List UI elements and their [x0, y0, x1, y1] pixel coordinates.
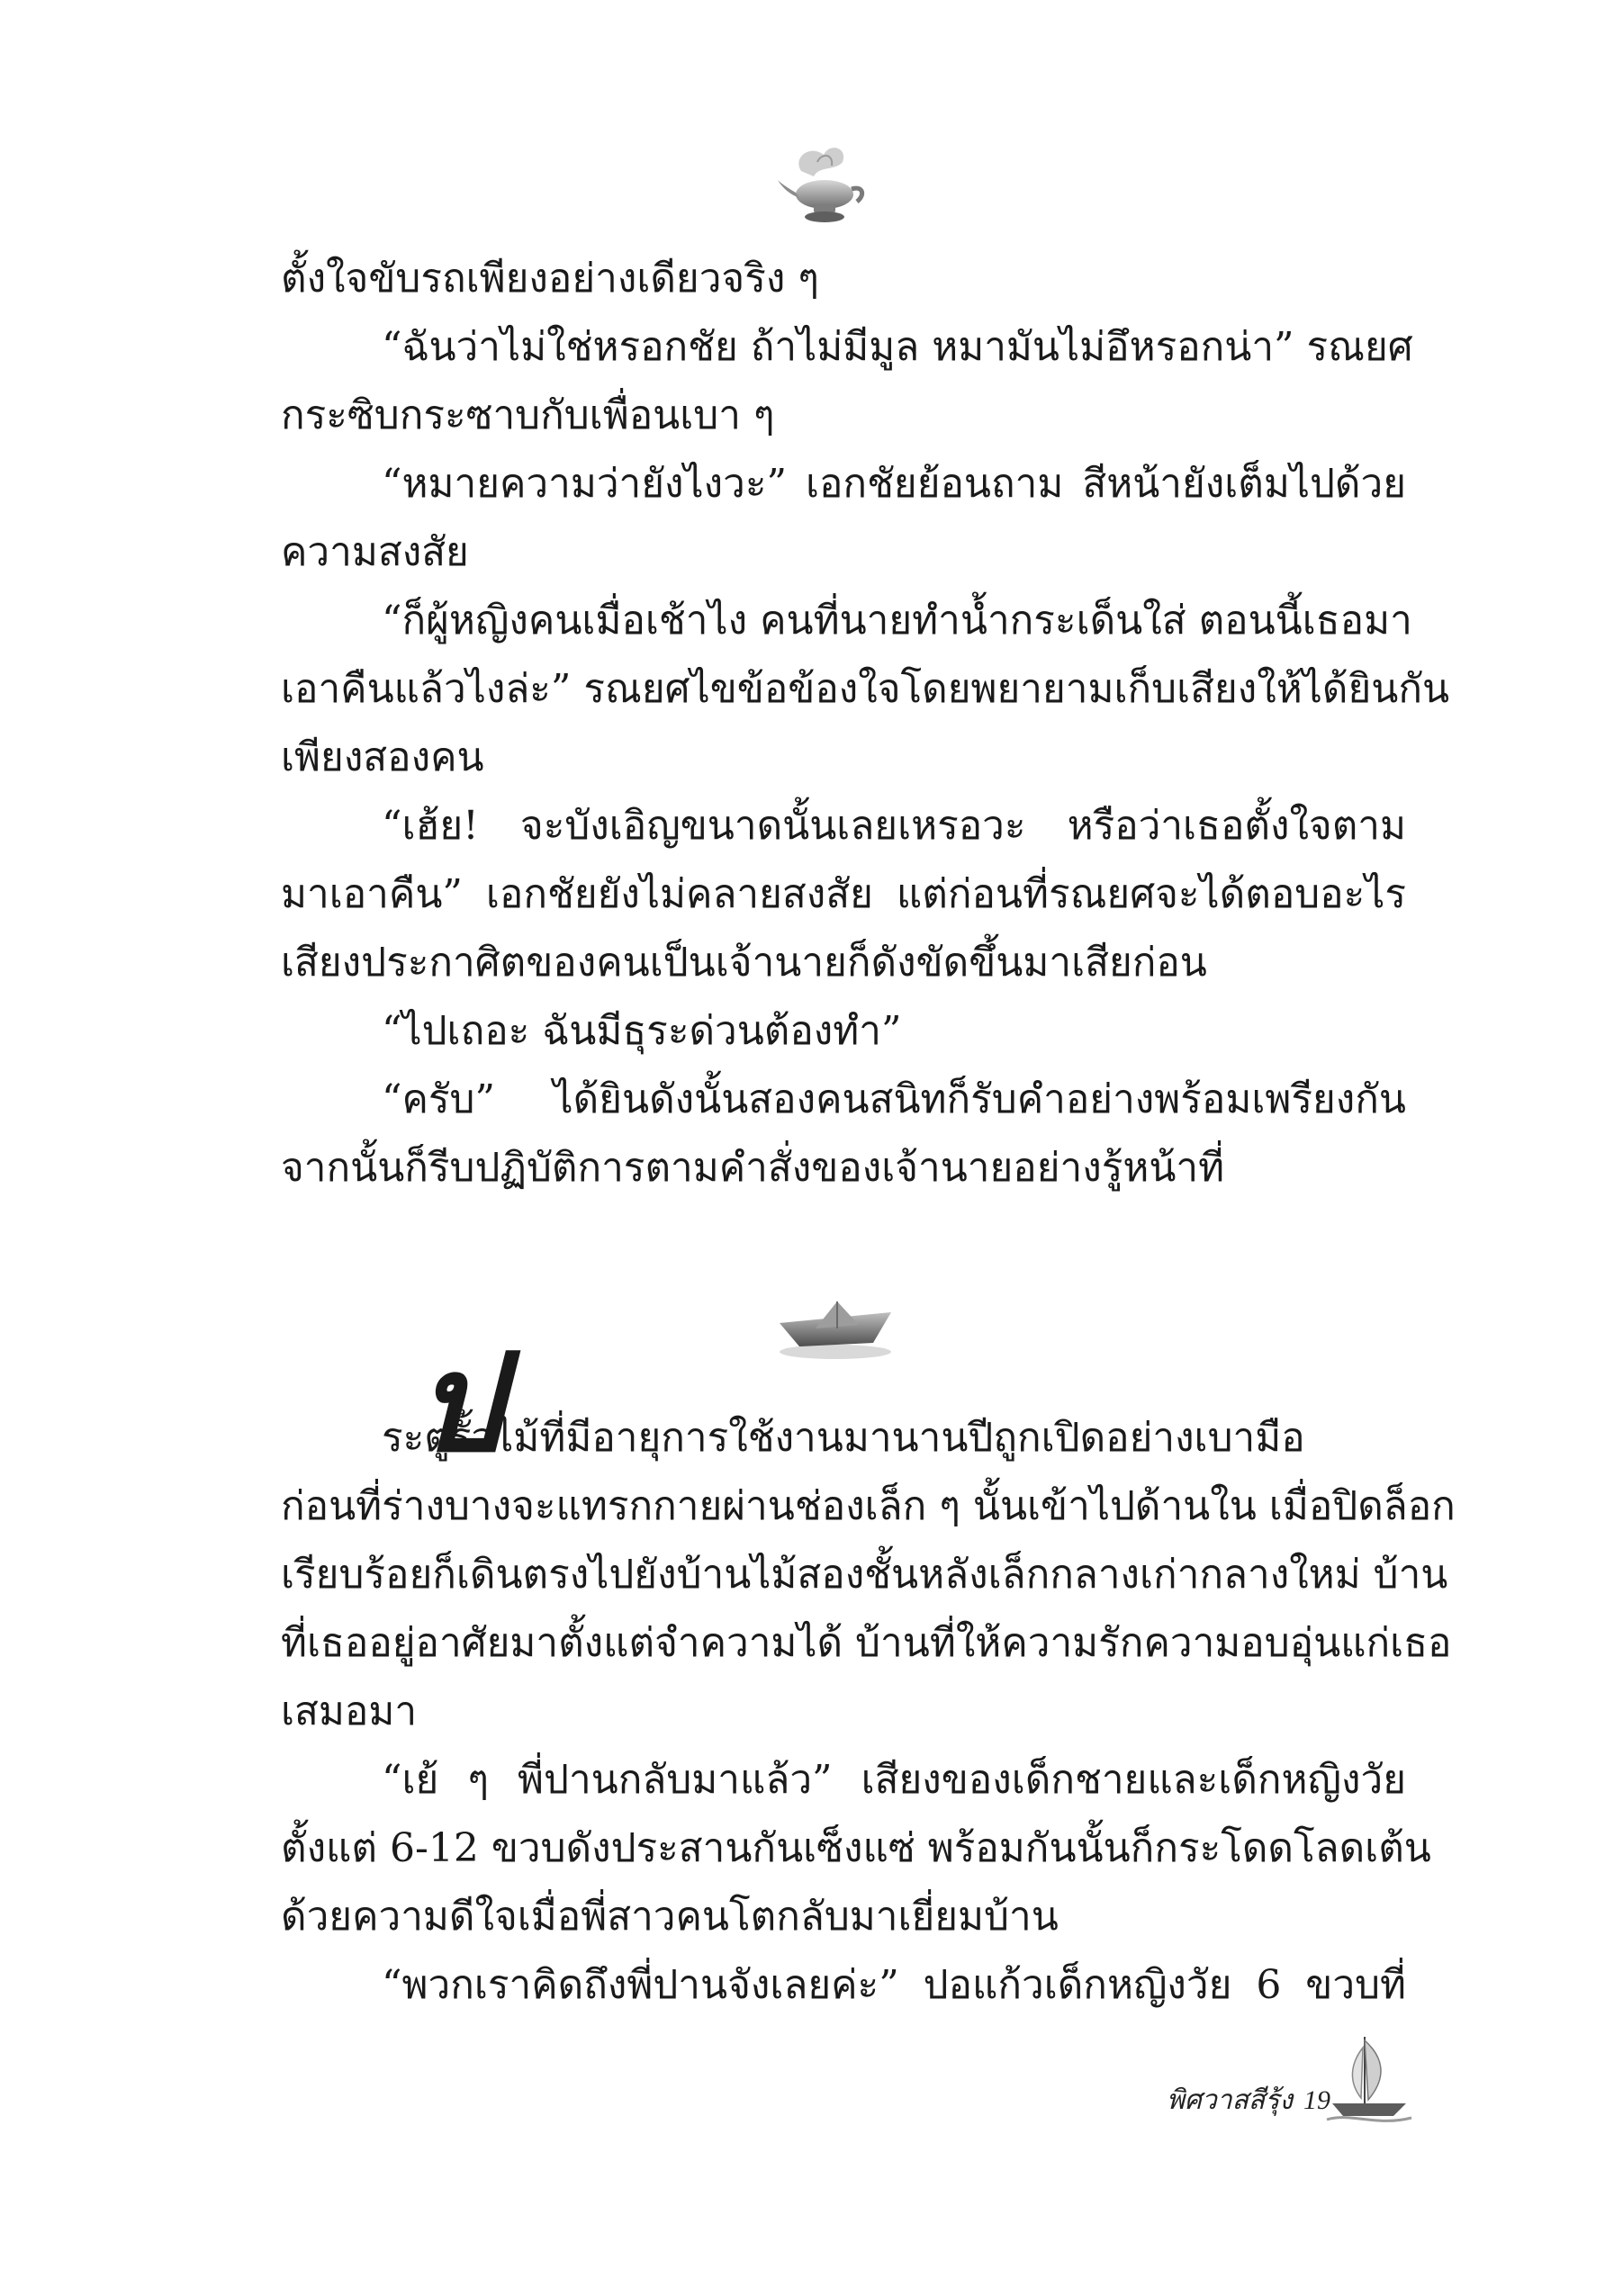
paragraph-line: ก่อนที่ร่างบางจะแทรกกายผ่านช่องเล็ก ๆ นั้นเข้าไปด้านใน เมื่อปิดล็อก	[281, 1483, 1456, 1529]
paragraph-line: “ฉันว่าไม่ใช่หรอกชัย ถ้าไม่มีมูล หมามันไม่อึหรอกน่า” รณยศ	[382, 324, 1413, 370]
paragraph-line: “พวกเราคิดถึงพี่ปานจังเลยค่ะ” ปอแก้วเด็กหญิงวัย 6 ขวบที่	[382, 1962, 1406, 2008]
text-block-a	[281, 245, 1450, 1202]
paragraph-line: ด้วยความดีใจเมื่อพี่สาวคนโตกลับมาเยี่ยมบ้าน	[281, 1894, 1059, 1940]
paragraph-line: กระซิบกระซาบกับเพื่อนเบา ๆ	[281, 392, 775, 438]
paragraph-line: “หมายความว่ายังไงวะ” เอกชัยย้อนถาม สีหน้ายังเต็มไปด้วย	[382, 461, 1406, 507]
first-line-text: ระตูรั้วไม้ที่มีอายุการใช้งานมานานปีถูกเปิดอย่างเบามือ	[382, 1415, 1305, 1461]
page-footer	[1167, 2079, 1330, 2121]
paragraph-line: “เฮ้ย! จะบังเอิญขนาดนั้นเลยเหรอวะ หรือว่าเธอตั้งใจตาม	[382, 803, 1406, 849]
paragraph-line: เสียงประกาศิตของคนเป็นเจ้านายก็ดังขัดขึ้นมาเสียก่อน	[281, 940, 1207, 986]
paragraph-line: จากนั้นก็รีบปฏิบัติการตามคำสั่งของเจ้านายอย่างรู้หน้าที่	[281, 1145, 1225, 1191]
paragraph-line: “ครับ” ได้ยินดังนั้นสองคนสนิทก็รับคำอย่างพร้อมเพรียงกัน	[382, 1076, 1406, 1122]
paragraph-line: ตั้งแต่ 6-12 ขวบดังประสานกันเซ็งแซ่ พร้อมกันนั้นก็กระโดดโลดเต้น	[281, 1825, 1431, 1871]
drop-cap: ป	[416, 1324, 502, 1482]
paragraph-line: ความสงสัย	[281, 529, 469, 575]
drop-cap-line	[281, 1324, 1406, 1482]
block-b-lines	[281, 1472, 1456, 2020]
paragraph-line: ที่เธออยู่อาศัยมาตั้งแต่จำความได้ บ้านที่ให้ความรักความอบอุ่นแก่เธอ	[281, 1620, 1452, 1666]
paper-boat-icon	[772, 1296, 898, 1368]
text-block-b	[281, 1324, 1456, 2020]
paragraph-line: เสมอมา	[281, 1688, 418, 1734]
paragraph-line: ตั้งใจขับรถเพียงอย่างเดียวจริง ๆ	[281, 256, 819, 302]
paragraph-line: มาเอาคืน” เอกชัยยังไม่คลายสงสัย แต่ก่อนที่รณยศจะได้ตอบอะไร	[281, 871, 1406, 917]
paragraph-line: “เย้ ๆ พี่ปานกลับมาแล้ว” เสียงของเด็กชายและเด็กหญิงวัย	[382, 1757, 1406, 1803]
genie-lamp-icon	[774, 135, 873, 234]
paragraph-line: เอาคืนแล้วไงล่ะ” รณยศไขข้อข้องใจโดยพยายามเก็บเสียงให้ได้ยินกัน	[281, 666, 1450, 712]
page-number: 19	[1303, 2084, 1330, 2115]
sailing-ship-icon	[1323, 2030, 1413, 2129]
paragraph-line: “ก็ผู้หญิงคนเมื่อเช้าไง คนที่นายทำน้ำกระเด็นใส่ ตอนนี้เธอมา	[382, 598, 1412, 644]
paragraph-line: เพียงสองคน	[281, 734, 484, 780]
paragraph-line: “ไปเถอะ ฉันมีธุระด่วนต้องทำ”	[382, 1008, 902, 1054]
paragraph-line: เรียบร้อยก็เดินตรงไปยังบ้านไม้สองชั้นหลังเล็กกลางเก่ากลางใหม่ บ้าน	[281, 1552, 1448, 1598]
book-title: พิศวาสสีรุ้ง	[1167, 2085, 1293, 2115]
